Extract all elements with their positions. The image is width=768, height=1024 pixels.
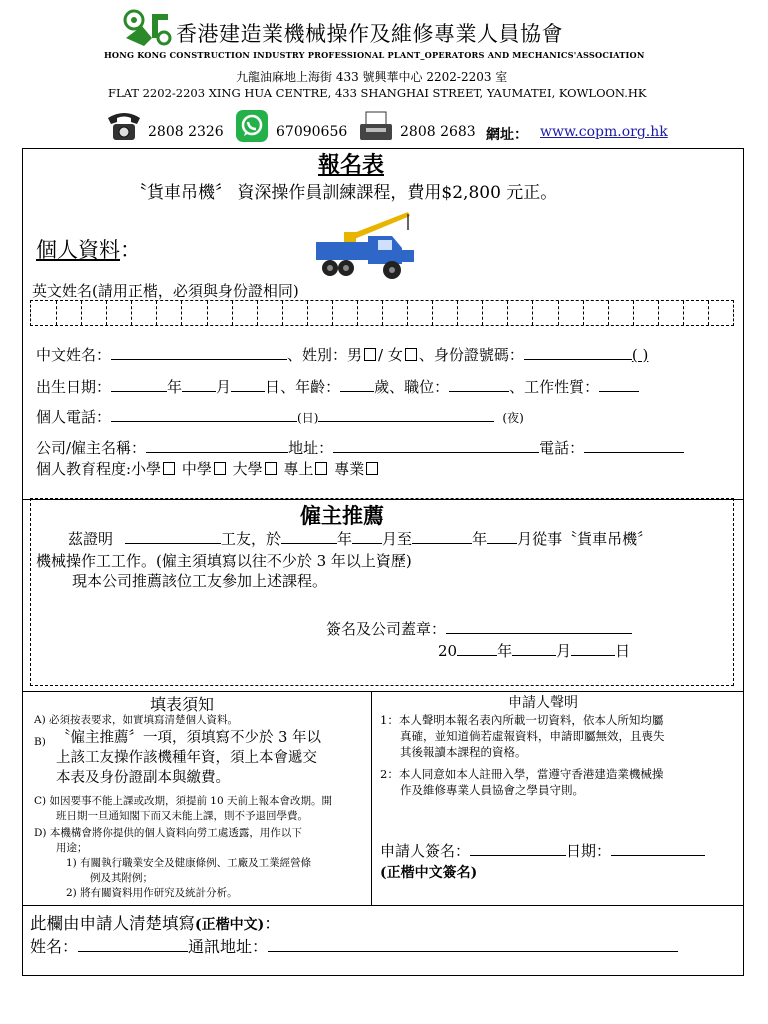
from-month-field[interactable] bbox=[352, 529, 382, 544]
applicant-date-field[interactable] bbox=[611, 841, 705, 856]
note-b-line: 〝僱主推薦〞一項，須填寫不少於 3 年以 bbox=[56, 730, 321, 746]
letter-box-divider bbox=[181, 301, 182, 325]
phone-number: 2808 2326 bbox=[148, 124, 224, 140]
notes-heading: 填表須知 bbox=[150, 695, 215, 714]
month-label: 月 bbox=[216, 378, 232, 396]
day-phone-field[interactable] bbox=[111, 407, 297, 422]
employer-date-row bbox=[438, 640, 630, 661]
whatsapp-number: 67090656 bbox=[276, 124, 348, 140]
footer-name-field[interactable] bbox=[78, 937, 188, 952]
job-nature-label: 、工作性質： bbox=[509, 378, 600, 396]
letter-box-divider bbox=[482, 301, 483, 325]
contact-bar bbox=[100, 108, 700, 144]
tertiary-label: 專上 bbox=[283, 460, 314, 478]
footer-heading-note: (正楷中文) bbox=[195, 917, 265, 933]
sign-day-field[interactable] bbox=[571, 641, 615, 656]
footer-heading-text: 此欄由申請人清楚填寫 bbox=[30, 914, 195, 933]
letter-box-divider bbox=[106, 301, 107, 325]
company-tel-label: 電話： bbox=[539, 439, 585, 457]
letter-box-divider bbox=[633, 301, 634, 325]
company-address-label: 地址： bbox=[288, 439, 334, 457]
applicant-sign-field[interactable] bbox=[470, 841, 566, 856]
website-label: 網址： bbox=[486, 127, 528, 143]
employer-heading: 僱主推薦 bbox=[300, 503, 384, 528]
applicant-date-label: 日期： bbox=[566, 842, 612, 860]
age-unit: 歲 bbox=[374, 378, 390, 396]
colon: ： bbox=[264, 914, 281, 933]
letter-box-divider bbox=[257, 301, 258, 325]
declaration-line: 其後報讀本課程的資格。 bbox=[400, 745, 527, 759]
male-checkbox[interactable] bbox=[364, 348, 376, 361]
day-label: 日 bbox=[265, 378, 281, 396]
form-title: 報名表 bbox=[318, 152, 385, 178]
note-d bbox=[34, 826, 311, 901]
letter-box-divider bbox=[432, 301, 433, 325]
letter-box-divider bbox=[131, 301, 132, 325]
employer-line1 bbox=[68, 528, 652, 549]
secondary-label: 中學 bbox=[181, 460, 212, 478]
from-year-field[interactable] bbox=[281, 529, 337, 544]
letter-box-divider bbox=[532, 301, 533, 325]
telephone-icon bbox=[104, 108, 144, 142]
sign-note: (正楷中文簽名) bbox=[380, 865, 478, 881]
crane-truck-image bbox=[312, 206, 428, 282]
note-d-item: 1) 有關執行職業安全及健康條例、工廠及工業經營條 bbox=[66, 857, 312, 869]
letter-box-divider bbox=[357, 301, 358, 325]
chinese-name-row bbox=[36, 344, 648, 365]
footer-address-field[interactable] bbox=[268, 937, 678, 952]
declaration-item1 bbox=[380, 712, 665, 760]
note-c bbox=[34, 794, 332, 824]
declaration-line: 2：本人同意如本人註冊入學，當遵守香港建造業機械操 bbox=[380, 767, 664, 781]
worker-name-field[interactable] bbox=[125, 529, 221, 544]
dob-day-field[interactable] bbox=[231, 377, 265, 392]
letter-box-divider bbox=[207, 301, 208, 325]
fax-icon bbox=[358, 110, 394, 142]
chinese-name-label: 中文姓名： bbox=[36, 346, 112, 364]
certify-label: 茲證明 bbox=[68, 530, 114, 548]
worker-label: 工友，於 bbox=[221, 530, 282, 548]
footer-name-label: 姓名： bbox=[30, 937, 79, 956]
declaration-line: 1：本人聲明本報名表內所載一切資料，依本人所知均屬 bbox=[380, 713, 664, 727]
secondary-checkbox[interactable] bbox=[214, 462, 226, 475]
company-address-field[interactable] bbox=[333, 438, 539, 453]
phone-label: 個人電話： bbox=[36, 408, 112, 426]
university-checkbox[interactable] bbox=[265, 462, 277, 475]
letter-box-divider bbox=[658, 301, 659, 325]
id-check-digit-field[interactable]: ( ) bbox=[631, 346, 649, 364]
applicant-sign-row bbox=[380, 840, 705, 861]
to-label: 月至 bbox=[382, 530, 413, 548]
gender-female-label: / 女 bbox=[378, 346, 403, 364]
note-b-line: 本表及身份證副本與繳費。 bbox=[56, 770, 230, 786]
month-label: 月 bbox=[556, 642, 572, 660]
letter-box-divider bbox=[156, 301, 157, 325]
note-b-line: 上該工友操作該機種年資，須上本會遞交 bbox=[56, 750, 317, 766]
primary-checkbox[interactable] bbox=[163, 462, 175, 475]
association-title-en: HONG KONG CONSTRUCTION INDUSTRY PROFESSIONAL PLANT_OPERATORS AND MECHANICS'ASSOCIATION bbox=[104, 50, 645, 60]
to-month-field[interactable] bbox=[487, 529, 517, 544]
footer-heading bbox=[30, 910, 281, 934]
association-title-cn: 香港建造業機械操作及維修專業人員協會 bbox=[176, 22, 563, 46]
note-b-prefix: B) bbox=[34, 736, 46, 748]
job-nature-field[interactable] bbox=[599, 377, 639, 392]
website-link[interactable]: www.copm.org.hk bbox=[540, 124, 668, 140]
address-en: FLAT 2202-2203 XING HUA CENTRE, 433 SHANGHAI STREET, YAUMATEI, KOWLOON.HK bbox=[108, 86, 647, 100]
fax-number: 2808 2683 bbox=[400, 124, 476, 140]
company-row bbox=[36, 437, 684, 458]
year-label: 年 bbox=[337, 530, 353, 548]
declaration-line: 作及維修專業人員協會之學員守則。 bbox=[400, 783, 584, 797]
declaration-heading: 申請人聲明 bbox=[508, 695, 578, 711]
letter-box-divider bbox=[407, 301, 408, 325]
dob-year-field[interactable] bbox=[111, 377, 167, 392]
to-year-field[interactable] bbox=[412, 529, 472, 544]
professional-label: 專業 bbox=[334, 460, 365, 478]
company-field[interactable] bbox=[146, 438, 288, 453]
note-d-item: 例及其附例； bbox=[90, 872, 153, 884]
letter-box-divider bbox=[81, 301, 82, 325]
year-label: 年 bbox=[167, 378, 183, 396]
note-d-item: 2) 將有關資料用作研究及統計分析。 bbox=[66, 887, 238, 899]
note-c-line: C) 如因要事不能上課或改期，須提前 10 天前上報本會改期。開 bbox=[34, 795, 333, 807]
letter-box-divider bbox=[282, 301, 283, 325]
university-label: 大學 bbox=[232, 460, 263, 478]
employer-line3: 現本公司推薦該位工友參加上述課程。 bbox=[72, 572, 328, 590]
day-label: 日 bbox=[615, 642, 631, 660]
english-name-boxes[interactable] bbox=[30, 300, 734, 326]
id-number-label: 、身份證號碼： bbox=[418, 346, 524, 364]
work-type-label: 月從事〝貨車吊機〞 bbox=[517, 530, 653, 548]
dob-month-field[interactable] bbox=[182, 377, 216, 392]
birth-row bbox=[36, 376, 639, 397]
colon: ： bbox=[120, 238, 141, 262]
address-cn: 九龍油麻地上海街 433 號興華中心 2202-2203 室 bbox=[236, 70, 508, 84]
education-row bbox=[36, 458, 380, 479]
professional-checkbox[interactable] bbox=[366, 462, 378, 475]
day-phone-suffix: (日) bbox=[297, 411, 319, 425]
letter-box-divider bbox=[558, 301, 559, 325]
night-phone-field[interactable] bbox=[318, 407, 494, 422]
company-tel-field[interactable] bbox=[584, 438, 684, 453]
note-d-line: 用途； bbox=[56, 842, 88, 854]
year-label: 年 bbox=[497, 642, 513, 660]
employer-sign-row bbox=[326, 618, 632, 639]
association-logo bbox=[122, 8, 174, 50]
employer-sign-label: 簽名及公司蓋章： bbox=[326, 620, 447, 638]
course-line: 〝貨車吊機〞 資深操作員訓練課程，費用$2,800 元正。 bbox=[130, 183, 558, 203]
note-c-line: 班日期一旦通知閣下而又未能上課，則不予退回學費。 bbox=[56, 810, 308, 822]
divider bbox=[23, 905, 743, 906]
letter-box-divider bbox=[507, 301, 508, 325]
education-label: 個人教育程度:小學 bbox=[36, 460, 162, 478]
note-a: A) 必須按表要求，如實填寫清楚個人資料。 bbox=[34, 714, 239, 726]
dob-label: 出生日期： bbox=[36, 378, 112, 396]
divider bbox=[23, 691, 743, 692]
divider bbox=[371, 691, 372, 905]
applicant-sign-label: 申請人簽名： bbox=[380, 842, 471, 860]
letter-box-divider bbox=[457, 301, 458, 325]
note-d-line: D) 本機構會將你提供的個人資料向勞工處透露，用作以下 bbox=[34, 827, 302, 839]
age-field[interactable] bbox=[340, 377, 374, 392]
letter-box-divider bbox=[382, 301, 383, 325]
year-label: 年 bbox=[472, 530, 488, 548]
phone-row bbox=[36, 406, 524, 427]
letter-box-divider bbox=[332, 301, 333, 325]
personal-info-heading bbox=[36, 234, 141, 264]
declaration-line: 真確，並知道倘若虛報資料，申請即屬無效，且喪失 bbox=[400, 729, 665, 743]
footer-fields bbox=[30, 934, 678, 957]
id-number-field[interactable] bbox=[524, 345, 632, 360]
employer-sign-field[interactable] bbox=[446, 619, 632, 634]
female-checkbox[interactable] bbox=[405, 348, 417, 361]
declaration-item2 bbox=[380, 766, 663, 798]
position-field[interactable] bbox=[449, 377, 509, 392]
position-label: 、職位： bbox=[389, 378, 450, 396]
night-phone-suffix: (夜) bbox=[502, 411, 524, 425]
footer-address-label: 通訊地址： bbox=[188, 937, 269, 956]
sign-year-field[interactable] bbox=[457, 641, 497, 656]
letter-box-divider bbox=[307, 301, 308, 325]
letter-box-divider bbox=[608, 301, 609, 325]
whatsapp-icon bbox=[236, 110, 268, 142]
letter-box-divider bbox=[708, 301, 709, 325]
note-b bbox=[56, 728, 321, 788]
sign-month-field[interactable] bbox=[512, 641, 556, 656]
tertiary-checkbox[interactable] bbox=[315, 462, 327, 475]
letter-box-divider bbox=[683, 301, 684, 325]
century-label: 20 bbox=[438, 642, 458, 660]
age-label: 、年齡： bbox=[280, 378, 341, 396]
english-name-label: 英文姓名(請用正楷，必須與身份證相同) bbox=[32, 282, 299, 300]
chinese-name-field[interactable] bbox=[111, 345, 287, 360]
letter-box-divider bbox=[56, 301, 57, 325]
employer-line2: 機械操作工工作。(僱主須填寫以往不少於 3 年以上資歷) bbox=[36, 552, 412, 570]
company-label: 公司/僱主名稱： bbox=[36, 439, 147, 457]
letter-box-divider bbox=[583, 301, 584, 325]
gender-male-label: 、姓別：男 bbox=[287, 346, 363, 364]
letter-box-divider bbox=[232, 301, 233, 325]
personal-info-heading-text: 個人資料 bbox=[36, 238, 120, 262]
